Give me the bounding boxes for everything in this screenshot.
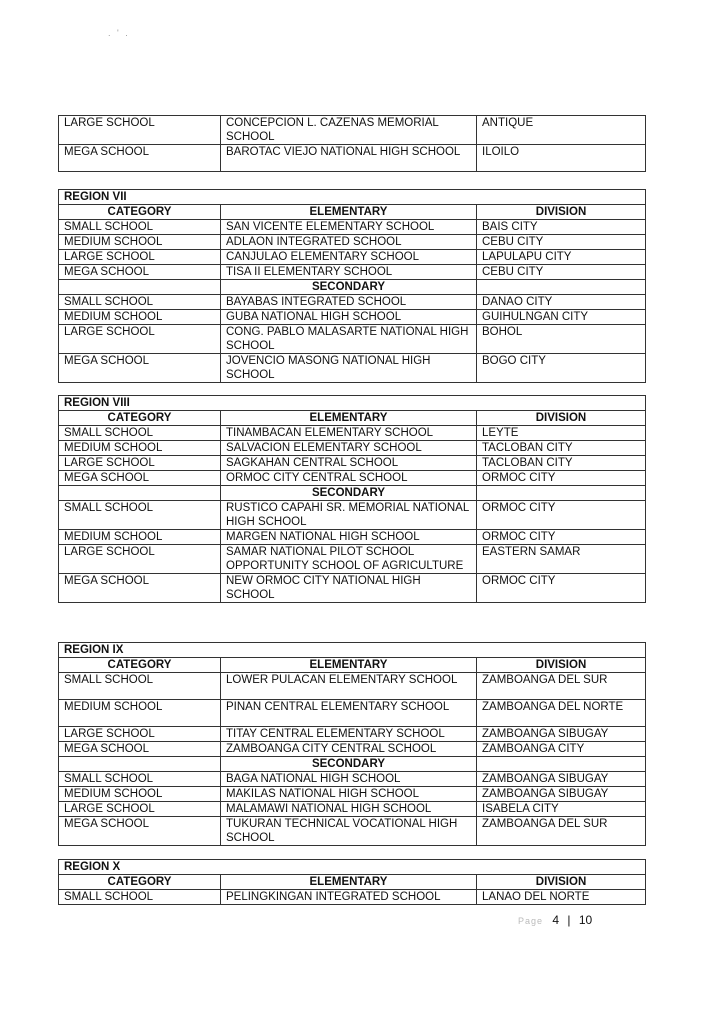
category-cell: SMALL SCHOOL: [59, 673, 221, 700]
page-footer: [518, 913, 592, 927]
category-cell: LARGE SCHOOL: [59, 250, 221, 265]
division-cell: LANAO DEL NORTE: [477, 890, 646, 905]
table-row: [59, 802, 646, 817]
school-cell: ZAMBOANGA CITY CENTRAL SCHOOL: [221, 742, 477, 757]
empty-cell: [477, 280, 646, 295]
scan-artifact: . ' .: [108, 28, 130, 38]
category-cell: SMALL SCHOOL: [59, 772, 221, 787]
region-title-row: [59, 396, 646, 411]
school-cell: PELINGKINGAN INTEGRATED SCHOOL: [221, 890, 477, 905]
table-row: [59, 471, 646, 486]
school-cell: ORMOC CITY CENTRAL SCHOOL: [221, 471, 477, 486]
header-row: [59, 205, 646, 220]
table-row: [59, 325, 646, 354]
empty-cell: [59, 280, 221, 295]
table-row: [59, 501, 646, 530]
division-cell: LEYTE: [477, 426, 646, 441]
school-cell: TITAY CENTRAL ELEMENTARY SCHOOL: [221, 727, 477, 742]
category-cell: MEGA SCHOOL: [59, 817, 221, 846]
table-row: [59, 673, 646, 700]
school-cell: JOVENCIO MASONG NATIONAL HIGH SCHOOL: [221, 354, 477, 383]
section-row: [59, 280, 646, 295]
division-cell: BOGO CITY: [477, 354, 646, 383]
table-row: [59, 265, 646, 280]
school-cell: TISA II ELEMENTARY SCHOOL: [221, 265, 477, 280]
header-row: [59, 658, 646, 673]
school-cell: PINAN CENTRAL ELEMENTARY SCHOOL: [221, 700, 477, 727]
division-cell: ISABELA CITY: [477, 802, 646, 817]
table-row: [59, 295, 646, 310]
school-cell: BAGA NATIONAL HIGH SCHOOL: [221, 772, 477, 787]
division-cell: ZAMBOANGA DEL SUR: [477, 673, 646, 700]
region-title: REGION IX: [59, 643, 646, 658]
division-cell: DANAO CITY: [477, 295, 646, 310]
table-row: [59, 426, 646, 441]
column-header: DIVISION: [477, 205, 646, 220]
category-cell: SMALL SCHOOL: [59, 426, 221, 441]
column-header: CATEGORY: [59, 658, 221, 673]
school-cell: MAKILAS NATIONAL HIGH SCHOOL: [221, 787, 477, 802]
page-number: 4: [552, 913, 560, 927]
school-cell: GUBA NATIONAL HIGH SCHOOL: [221, 310, 477, 325]
category-cell: LARGE SCHOOL: [59, 727, 221, 742]
table-row: [59, 545, 646, 574]
division-cell: TACLOBAN CITY: [477, 441, 646, 456]
table-row: [59, 145, 646, 172]
division-cell: ORMOC CITY: [477, 574, 646, 603]
category-cell: LARGE SCHOOL: [59, 545, 221, 574]
category-cell: MEDIUM SCHOOL: [59, 441, 221, 456]
division-cell: CEBU CITY: [477, 235, 646, 250]
table-row: [59, 787, 646, 802]
division-cell: ILOILO: [477, 145, 646, 172]
table-row: [59, 441, 646, 456]
table-row: [59, 742, 646, 757]
empty-cell: [477, 757, 646, 772]
table-row: [59, 250, 646, 265]
school-cell: ADLAON INTEGRATED SCHOOL: [221, 235, 477, 250]
division-cell: TACLOBAN CITY: [477, 456, 646, 471]
table-row: [59, 456, 646, 471]
table-row: [59, 235, 646, 250]
school-cell: TINAMBACAN ELEMENTARY SCHOOL: [221, 426, 477, 441]
division-cell: CEBU CITY: [477, 265, 646, 280]
school-cell: SAGKAHAN CENTRAL SCHOOL: [221, 456, 477, 471]
region-title-row: [59, 643, 646, 658]
school-cell: LOWER PULACAN ELEMENTARY SCHOOL: [221, 673, 477, 700]
school-cell: MALAMAWI NATIONAL HIGH SCHOOL: [221, 802, 477, 817]
region-title-row: [59, 190, 646, 205]
school-cell: BAROTAC VIEJO NATIONAL HIGH SCHOOL: [221, 145, 477, 172]
page-separator: |: [567, 913, 571, 927]
region-title: REGION VIII: [59, 396, 646, 411]
column-header: ELEMENTARY: [221, 875, 477, 890]
division-cell: ORMOC CITY: [477, 471, 646, 486]
category-cell: MEDIUM SCHOOL: [59, 235, 221, 250]
division-cell: ZAMBOANGA SIBUGAY: [477, 727, 646, 742]
table-row: [59, 530, 646, 545]
column-header: DIVISION: [477, 658, 646, 673]
region-title-row: [59, 860, 646, 875]
category-cell: MEGA SCHOOL: [59, 471, 221, 486]
division-cell: ORMOC CITY: [477, 501, 646, 530]
table-row: [59, 817, 646, 846]
category-cell: MEDIUM SCHOOL: [59, 700, 221, 727]
section-label: SECONDARY: [221, 757, 477, 772]
division-cell: ORMOC CITY: [477, 530, 646, 545]
region-6-continuation-table: [58, 115, 646, 172]
section-row: [59, 757, 646, 772]
category-cell: MEGA SCHOOL: [59, 742, 221, 757]
header-row: [59, 875, 646, 890]
column-header: ELEMENTARY: [221, 658, 477, 673]
category-cell: MEGA SCHOOL: [59, 354, 221, 383]
division-cell: ZAMBOANGA SIBUGAY: [477, 787, 646, 802]
category-cell: MEDIUM SCHOOL: [59, 530, 221, 545]
table-row: [59, 772, 646, 787]
division-cell: EASTERN SAMAR: [477, 545, 646, 574]
category-cell: MEDIUM SCHOOL: [59, 310, 221, 325]
category-cell: LARGE SCHOOL: [59, 802, 221, 817]
region-title: REGION X: [59, 860, 646, 875]
table-row: [59, 354, 646, 383]
division-cell: ZAMBOANGA CITY: [477, 742, 646, 757]
division-cell: LAPULAPU CITY: [477, 250, 646, 265]
division-cell: ANTIQUE: [477, 116, 646, 145]
region-10-table: [58, 859, 646, 905]
page-total: 10: [578, 913, 593, 927]
category-cell: LARGE SCHOOL: [59, 116, 221, 145]
category-cell: MEGA SCHOOL: [59, 574, 221, 603]
column-header: CATEGORY: [59, 411, 221, 426]
column-header: CATEGORY: [59, 205, 221, 220]
column-header: DIVISION: [477, 411, 646, 426]
category-cell: LARGE SCHOOL: [59, 325, 221, 354]
category-cell: SMALL SCHOOL: [59, 890, 221, 905]
school-cell: CONCEPCION L. CAZENAS MEMORIAL SCHOOL: [221, 116, 477, 145]
region-8-table: [58, 395, 646, 603]
division-cell: ZAMBOANGA SIBUGAY: [477, 772, 646, 787]
section-label: SECONDARY: [221, 280, 477, 295]
school-cell: BAYABAS INTEGRATED SCHOOL: [221, 295, 477, 310]
division-cell: GUIHULNGAN CITY: [477, 310, 646, 325]
table-row: [59, 116, 646, 145]
school-cell: SALVACION ELEMENTARY SCHOOL: [221, 441, 477, 456]
region-7-table: [58, 189, 646, 383]
region-title: REGION VII: [59, 190, 646, 205]
category-cell: SMALL SCHOOL: [59, 501, 221, 530]
school-cell: CANJULAO ELEMENTARY SCHOOL: [221, 250, 477, 265]
table-row: [59, 574, 646, 603]
table-row: [59, 727, 646, 742]
empty-cell: [477, 486, 646, 501]
category-cell: MEGA SCHOOL: [59, 145, 221, 172]
column-header: ELEMENTARY: [221, 205, 477, 220]
table-row: [59, 700, 646, 727]
school-cell: CONG. PABLO MALASARTE NATIONAL HIGH SCHOOL: [221, 325, 477, 354]
category-cell: MEDIUM SCHOOL: [59, 787, 221, 802]
column-header: ELEMENTARY: [221, 411, 477, 426]
section-row: [59, 486, 646, 501]
region-9-table: [58, 642, 646, 846]
division-cell: BOHOL: [477, 325, 646, 354]
school-cell: SAN VICENTE ELEMENTARY SCHOOL: [221, 220, 477, 235]
header-row: [59, 411, 646, 426]
table-row: [59, 890, 646, 905]
empty-cell: [59, 486, 221, 501]
section-label: SECONDARY: [221, 486, 477, 501]
category-cell: SMALL SCHOOL: [59, 295, 221, 310]
division-cell: ZAMBOANGA DEL NORTE: [477, 700, 646, 727]
school-cell: TUKURAN TECHNICAL VOCATIONAL HIGH SCHOOL: [221, 817, 477, 846]
school-cell: MARGEN NATIONAL HIGH SCHOOL: [221, 530, 477, 545]
column-header: CATEGORY: [59, 875, 221, 890]
school-cell: SAMAR NATIONAL PILOT SCHOOL OPPORTUNITY SCHOOL OF AGRICULTURE: [221, 545, 477, 574]
empty-cell: [59, 757, 221, 772]
column-header: DIVISION: [477, 875, 646, 890]
category-cell: LARGE SCHOOL: [59, 456, 221, 471]
school-cell: RUSTICO CAPAHI SR. MEMORIAL NATIONAL HIGH SCHOOL: [221, 501, 477, 530]
table-row: [59, 310, 646, 325]
table-row: [59, 220, 646, 235]
category-cell: MEGA SCHOOL: [59, 265, 221, 280]
page-word: Page: [518, 916, 544, 926]
division-cell: ZAMBOANGA DEL SUR: [477, 817, 646, 846]
division-cell: BAIS CITY: [477, 220, 646, 235]
school-cell: NEW ORMOC CITY NATIONAL HIGH SCHOOL: [221, 574, 477, 603]
category-cell: SMALL SCHOOL: [59, 220, 221, 235]
